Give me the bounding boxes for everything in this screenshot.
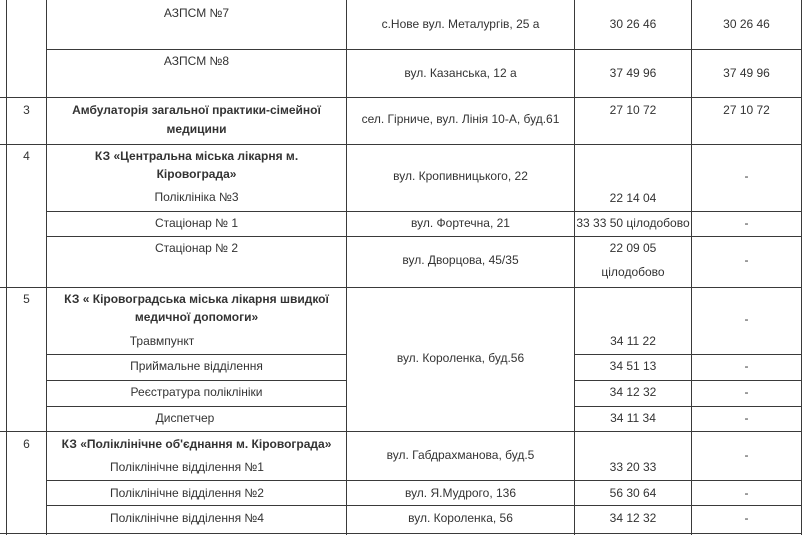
row-number: 3 bbox=[23, 103, 30, 117]
facility-name: медичної допомоги» bbox=[134, 310, 259, 324]
facility-name: медицини bbox=[166, 122, 227, 136]
phone-number: 34 12 32 bbox=[609, 511, 657, 525]
facility-name: Кіровограда» bbox=[156, 167, 237, 181]
fax-number: - bbox=[744, 169, 749, 183]
department-name: Реєстратура поліклініки bbox=[130, 385, 263, 399]
row-number: 6 bbox=[23, 437, 30, 451]
row-number: 5 bbox=[23, 292, 30, 306]
department-name: Поліклініка №3 bbox=[154, 190, 239, 204]
phone-number: 37 49 96 bbox=[609, 66, 657, 80]
facility-name: КЗ «Центральна міська лікарня м. bbox=[94, 149, 299, 163]
facility-address: вул. Габдрахманова, буд.5 bbox=[386, 448, 535, 462]
row-divider bbox=[46, 354, 346, 355]
phone-number: 34 11 34 bbox=[610, 411, 656, 425]
row-divider bbox=[0, 144, 802, 145]
fax-number: 27 10 72 bbox=[723, 103, 770, 117]
phone-number: 56 30 64 bbox=[609, 486, 657, 500]
department-name: Приймальне відділення bbox=[130, 359, 263, 373]
phone-number: 22 14 04 bbox=[609, 191, 657, 205]
fax-number: - bbox=[744, 411, 749, 425]
facility-name: АЗПСМ №8 bbox=[163, 54, 230, 68]
row-number: 4 bbox=[23, 149, 30, 163]
row-divider bbox=[46, 406, 346, 407]
phone-number: 27 10 72 bbox=[609, 103, 657, 117]
department-name: Поліклінічне відділення №2 bbox=[110, 486, 264, 500]
facility-address: вул. Дворцова, 45/35 bbox=[402, 253, 519, 267]
fax-number: 37 49 96 bbox=[723, 66, 770, 80]
department-name: Стаціонар № 1 bbox=[154, 216, 239, 230]
row-divider bbox=[0, 97, 802, 98]
fax-number: - bbox=[744, 448, 749, 462]
department-name: Поліклінічне відділення №4 bbox=[110, 511, 264, 525]
row-divider bbox=[46, 480, 802, 481]
phone-number: 34 51 13 bbox=[609, 359, 657, 373]
facility-name: КЗ «Поліклінічне об'єднання м. Кіровограда» bbox=[61, 437, 332, 451]
department-name: Диспетчер bbox=[155, 411, 215, 425]
row-divider bbox=[46, 505, 802, 506]
row-divider bbox=[0, 431, 802, 432]
column-divider bbox=[6, 0, 7, 535]
row-divider bbox=[574, 380, 802, 381]
fax-number: - bbox=[744, 486, 749, 500]
facility-address: вул. Кропивницького, 22 bbox=[393, 169, 528, 183]
facility-name: АЗПСМ №7 bbox=[163, 6, 230, 20]
phone-number: 33 20 33 bbox=[609, 460, 657, 474]
column-divider bbox=[46, 0, 47, 535]
row-divider bbox=[0, 533, 802, 534]
fax-number: - bbox=[744, 253, 749, 267]
fax-number: - bbox=[744, 359, 749, 373]
facility-address: вул. Короленка, буд.56 bbox=[396, 351, 525, 365]
phone-note: цілодобово bbox=[601, 265, 665, 279]
facility-name: КЗ « Кіровоградська міська лікарня швидкої bbox=[64, 292, 329, 306]
row-divider bbox=[46, 211, 346, 212]
row-divider bbox=[46, 380, 346, 381]
fax-number: 30 26 46 bbox=[723, 17, 770, 31]
row-divider bbox=[46, 236, 802, 237]
department-name: Травмпункт bbox=[129, 334, 195, 348]
row-divider bbox=[574, 354, 802, 355]
facility-name: Амбулаторія загальної практики-сімейної bbox=[72, 103, 321, 117]
fax-number: - bbox=[744, 216, 749, 230]
fax-number: - bbox=[744, 511, 749, 525]
fax-number: - bbox=[744, 312, 749, 326]
phone-number: 34 12 32 bbox=[609, 385, 657, 399]
phone-number: 22 09 05 bbox=[609, 241, 657, 255]
department-name: Поліклінічне відділення №1 bbox=[110, 460, 264, 474]
facility-address: с.Нове вул. Металургів, 25 а bbox=[381, 17, 540, 31]
phone-number: 33 33 50 цілодобово bbox=[576, 216, 690, 230]
facility-address: вул. Короленка, 56 bbox=[408, 511, 513, 525]
facility-address: вул. Фортечна, 21 bbox=[411, 216, 510, 230]
phone-number: 30 26 46 bbox=[609, 17, 657, 31]
phone-number: 34 11 22 bbox=[610, 334, 656, 348]
facility-address: сел. Гірниче, вул. Лінія 10-А, буд.61 bbox=[361, 112, 560, 126]
fax-number: - bbox=[744, 385, 749, 399]
row-divider bbox=[46, 49, 802, 50]
facility-address: вул. Казанська, 12 а bbox=[404, 66, 517, 80]
facility-address: вул. Я.Мудрого, 136 bbox=[404, 486, 517, 500]
row-divider bbox=[574, 406, 802, 407]
row-divider bbox=[0, 287, 802, 288]
department-name: Стаціонар № 2 bbox=[154, 241, 239, 255]
